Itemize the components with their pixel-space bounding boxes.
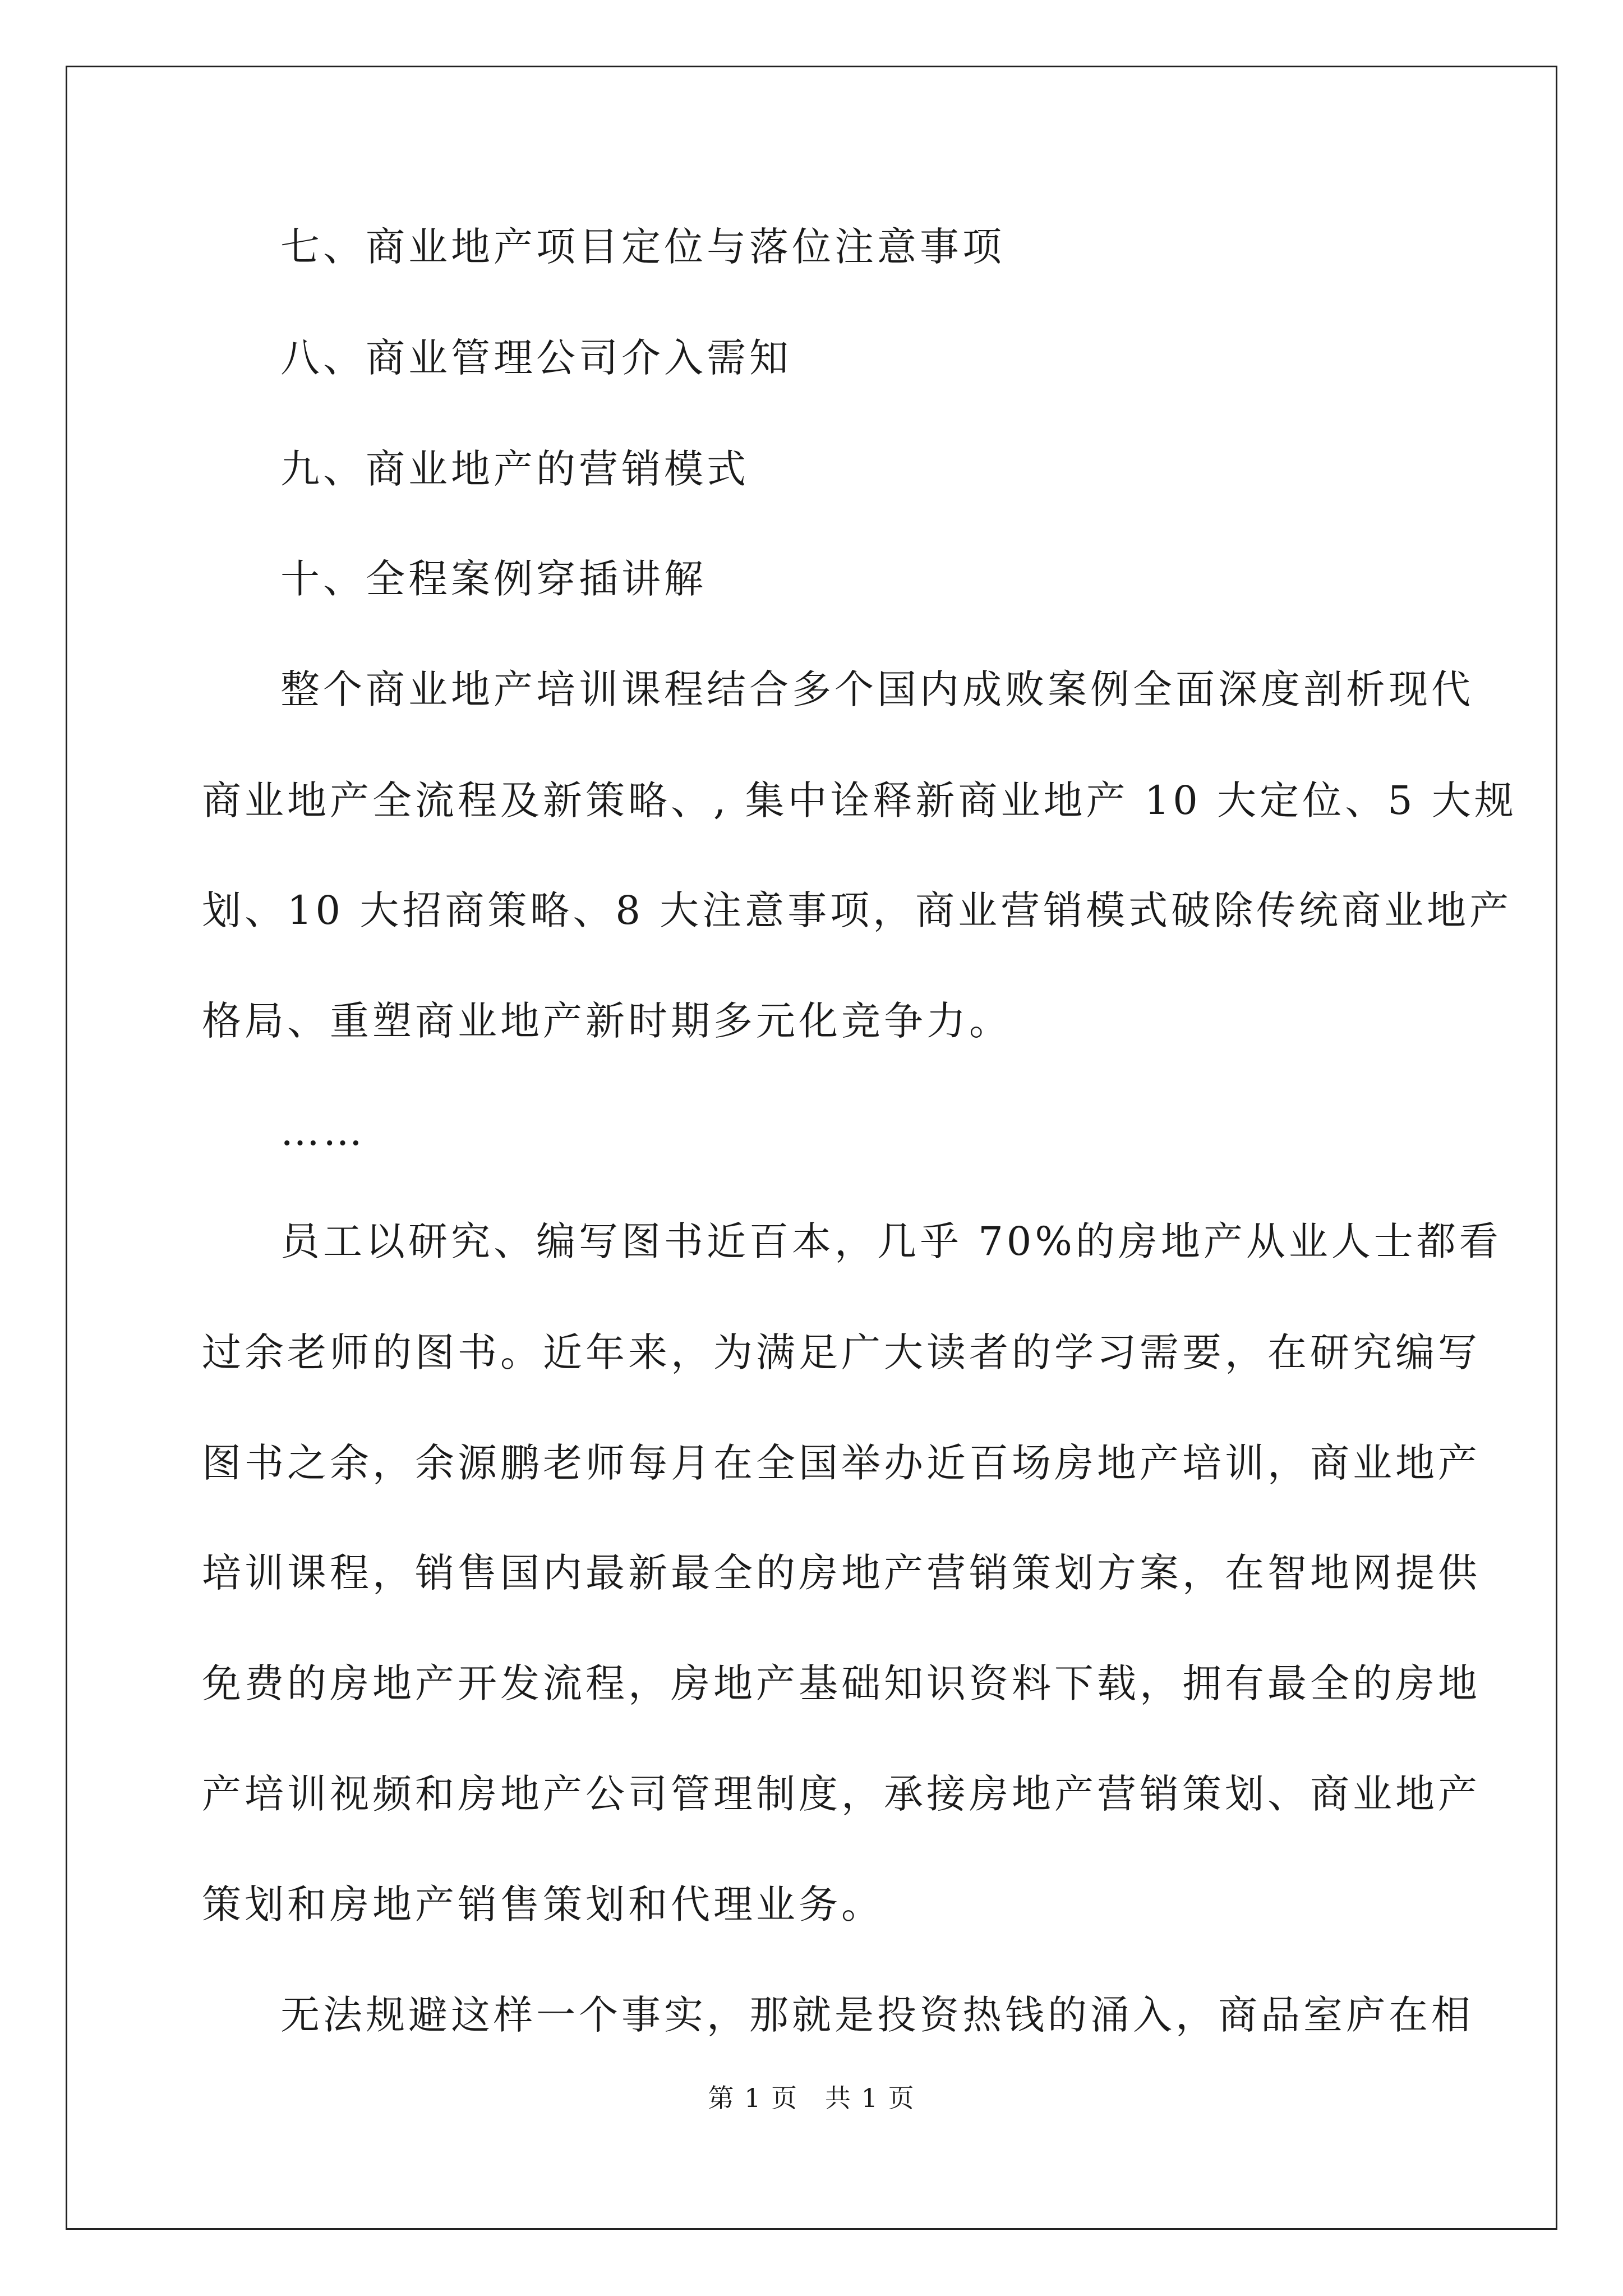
paragraph-line: 过余老师的图书。近年来，为满足广大读者的学习需要，在研究编写: [202, 1329, 1481, 1375]
heading-item-7: 七、商业地产项目定位与落位注意事项: [280, 224, 1005, 270]
heading-item-8: 八、商业管理公司介入需知: [280, 335, 792, 381]
page-number-footer: 第 1 页 共 1 页: [708, 2083, 915, 2113]
paragraph-line: 格局、重塑商业地产新时期多元化竞争力。: [202, 998, 1012, 1044]
paragraph-line: 商业地产全流程及新策略、, 集中诠释新商业地产 10 大定位、5 大规: [202, 777, 1517, 823]
paragraph-line: 员工以研究、编写图书近百本，几乎 70%的房地产从业人士都看: [280, 1218, 1502, 1264]
paragraph-line: 无法规避这样一个事实，那就是投资热钱的涌入，商品室庐在相: [280, 1992, 1474, 2038]
heading-item-9: 九、商业地产的营销模式: [280, 446, 749, 492]
paragraph-line: 整个商业地产培训课程结合多个国内成败案例全面深度剖析现代: [280, 666, 1474, 712]
paragraph-line: 图书之余，余源鹏老师每月在全国举办近百场房地产培训，商业地产: [202, 1440, 1481, 1486]
paragraph-line: 产培训视频和房地产公司管理制度，承接房地产营销策划、商业地产: [202, 1771, 1481, 1817]
ellipsis-line: ……: [280, 1108, 366, 1154]
heading-item-10: 十、全程案例穿插讲解: [280, 556, 707, 602]
paragraph-line: 培训课程，销售国内最新最全的房地产营销策划方案，在智地网提供: [202, 1550, 1481, 1596]
paragraph-line: 策划和房地产销售策划和代理业务。: [202, 1881, 884, 1927]
paragraph-line: 划、10 大招商策略、8 大注意事项，商业营销模式破除传统商业地产: [202, 887, 1513, 933]
paragraph-line: 免费的房地产开发流程，房地产基础知识资料下载，拥有最全的房地: [202, 1660, 1481, 1706]
